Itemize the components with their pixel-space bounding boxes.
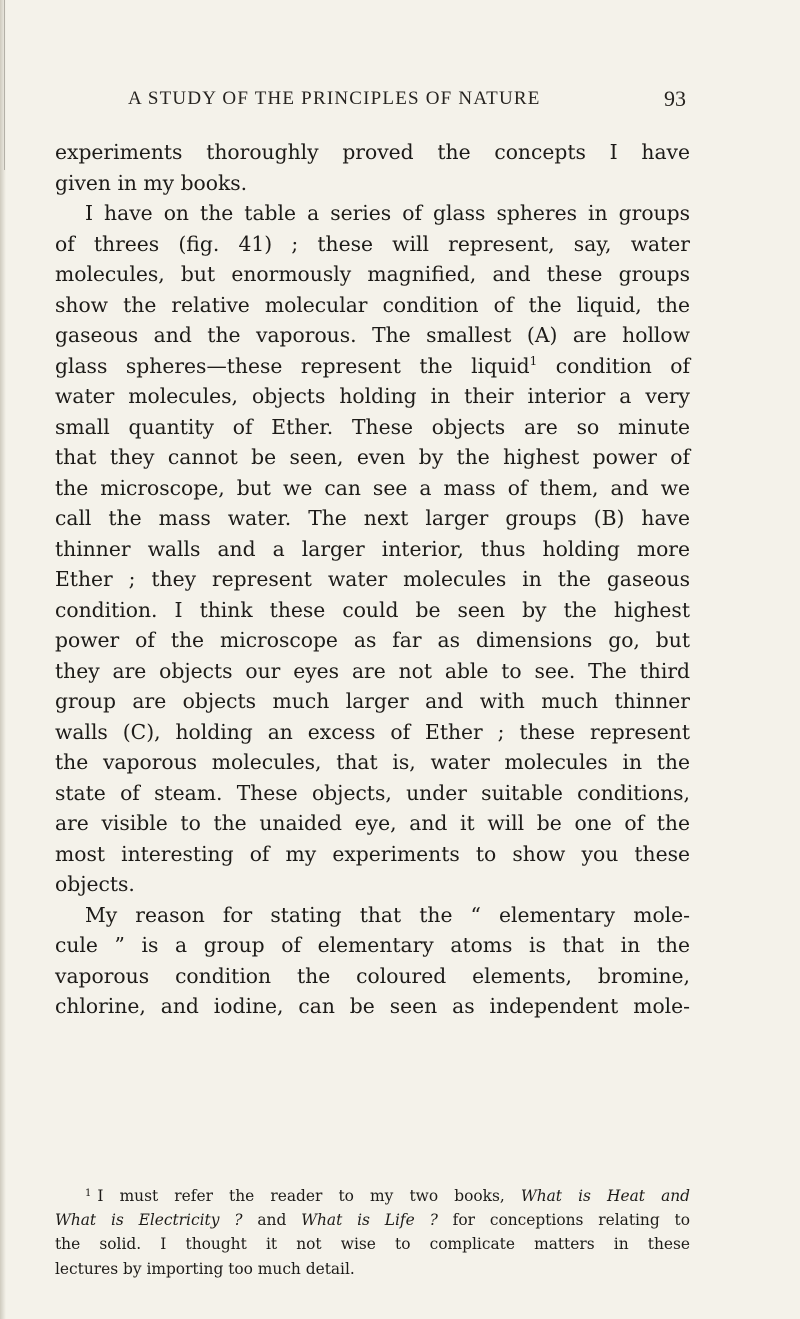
text-line: My reason for stating that the “ elementary mole- xyxy=(85,902,690,927)
text-line: that they cannot be seen, even by the highest power of xyxy=(55,445,690,469)
footnote-reference: 1 xyxy=(529,353,538,368)
text-line: objects. xyxy=(55,872,135,896)
footnote-text: for conceptions relating to xyxy=(437,1211,690,1230)
footnote-mark: 1 xyxy=(85,1188,92,1199)
text-line: given in my books. xyxy=(55,170,248,195)
text-line: gaseous and the vaporous. The smallest (A) are hollow xyxy=(55,323,690,347)
text-line: of threes (fig. 41) ; these will represent, say, water xyxy=(55,231,690,256)
text-line: chlorine, and iodine, can be seen as independent mole- xyxy=(55,994,690,1018)
text-line: I have on the table a series of glass spheres in groups xyxy=(85,201,690,225)
page-number: 93 xyxy=(664,86,686,111)
footnote-line: lectures by importing too much detail. xyxy=(55,1259,355,1278)
text-line: the vaporous molecules, that is, water molecules in the xyxy=(55,750,690,774)
text-line: the microscope, but we can see a mass of them, and we xyxy=(55,475,690,500)
footnote-text: I must refer the reader to my two books, xyxy=(97,1187,521,1205)
footnote-line xyxy=(55,1184,690,1208)
footnote-line: the solid. I thought it not wise to complicate matters in these xyxy=(55,1235,690,1254)
footnote-text: and xyxy=(242,1211,302,1230)
text-line: call the mass water. The next larger groups (B) have xyxy=(55,506,690,530)
page-edge-shadow xyxy=(0,0,6,1319)
footnote xyxy=(55,1184,690,1281)
text-line: cule ” is a group of elementary atoms is that in the xyxy=(55,933,690,957)
gutter-line xyxy=(4,0,5,170)
text-line: power of the microscope as far as dimensions go, but xyxy=(55,628,690,652)
book-title: What is Heat and xyxy=(520,1187,691,1205)
text-line: small quantity of Ether. These objects are so minute xyxy=(55,414,690,439)
book-title: What is Electricity ? xyxy=(55,1211,243,1230)
text-line: vaporous condition the coloured elements, bromine, xyxy=(55,963,690,988)
text-line: show the relative molecular condition of the liquid, the xyxy=(55,292,690,317)
text-line: experiments thoroughly proved the concepts I have xyxy=(55,140,690,164)
text-segment: condition of xyxy=(537,353,690,378)
text-line: are visible to the unaided eye, and it will be one of the xyxy=(55,811,690,835)
body-text xyxy=(55,137,690,1022)
running-head: A STUDY OF THE PRINCIPLES OF NATURE xyxy=(128,88,541,109)
text-line: they are objects our eyes are not able to see. The third xyxy=(55,658,690,683)
text-line: most interesting of my experiments to show you these xyxy=(55,841,690,866)
text-line: state of steam. These objects, under suitable conditions, xyxy=(55,780,690,805)
text-line xyxy=(55,351,690,382)
text-line: molecules, but enormously magnified, and these groups xyxy=(55,262,690,286)
text-line: walls (C), holding an excess of Ether ; these represent xyxy=(55,719,690,744)
page-header xyxy=(128,88,686,118)
text-line: Ether ; they represent water molecules in the gaseous xyxy=(55,567,690,591)
text-line: condition. I think these could be seen by the highest xyxy=(55,597,690,622)
text-line: thinner walls and a larger interior, thus holding more xyxy=(55,536,690,561)
book-title: What is Life ? xyxy=(301,1211,438,1230)
text-line: water molecules, objects holding in their interior a very xyxy=(55,384,690,408)
footnote-line xyxy=(55,1208,690,1232)
text-line: group are objects much larger and with much thinner xyxy=(55,689,690,713)
text-segment: glass spheres—these represent the liquid xyxy=(55,353,530,378)
